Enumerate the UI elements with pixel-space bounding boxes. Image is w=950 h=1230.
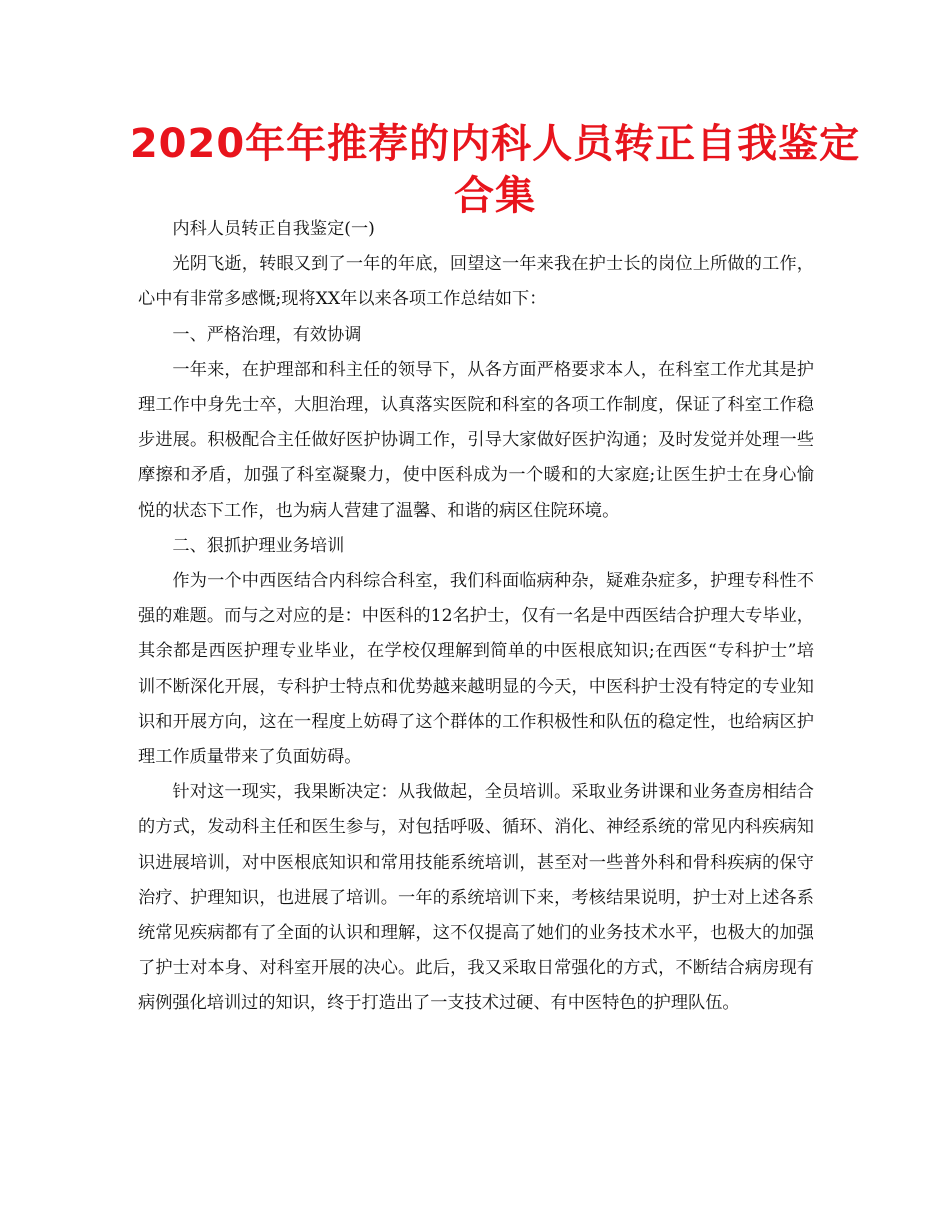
body-paragraph: 一年来，在护理部和科主任的领导下，从各方面严格要求本人，在科室工作尤其是护理工作中身先士卒，大胆治理，认真落实医院和科室的各项工作制度，保证了科室工作稳步进展。积极配合主任做好医护协调工作，引导大家做好医护沟通；及时发觉并处理一些摩擦和矛盾，加强了科室凝聚力，使中医科成为一个暖和的大家庭;让医生护士在身心愉悦的状态下工作，也为病人营建了温馨、和谐的病区住院环境。 (138, 359, 814, 521)
body-paragraph: 光阴飞逝，转眼又到了一年的年底，回望这一年来我在护士长的岗位上所做的工作，心中有非常多感慨;现将XX年以来各项工作总结如下： (138, 254, 814, 310)
section-heading: 内科人员转正自我鉴定(一) (172, 219, 375, 239)
body-paragraph: 作为一个中西医结合内科综合科室，我们科面临病种杂，疑难杂症多，护理专科性不强的难题。而与之对应的是：中医科的12名护士，仅有一名是中西医结合护理大专毕业，其余都是西医护理专业毕业，在学校仅理解到简单的中医根底知识;在西医“专科护士”培训不断深化开展，专科护士特点和优势越来越明显的今天，中医科护士没有特定的专业知识和开展方向，这在一程度上妨碍了这个群体的工作积极性和队伍的稳定性，也给病区护理工作质量带来了负面妨碍。 (138, 571, 814, 768)
document-body (138, 212, 814, 1022)
document-title: 2020年年推荐的内科人员转正自我鉴定合集 (129, 121, 861, 219)
section-heading: 一、严格治理，有效协调 (172, 324, 362, 345)
body-paragraph: 针对这一现实，我果断决定：从我做起，全员培训。采取业务讲课和业务查房相结合的方式，发动科主任和医生参与，对包括呼吸、循环、消化、神经系统的常见内科疾病知识进展培训，对中医根底知识和常用技能系统培训，甚至对一些普外科和骨科疾病的保守治疗、护理知识，也进展了培训。一年的系统培训下来，考核结果说明，护士对上述各系统常见疾病都有了全面的认识和理解，这不仅提高了她们的业务技术水平，也极大的加强了护士对本身、对科室开展的决心。此后，我又采取日常强化的方式，不断结合病房现有病例强化培训过的知识，终于打造出了一支技术过硬、有中医特色的护理队伍。 (138, 782, 814, 1014)
section-heading: 二、狠抓护理业务培训 (172, 535, 345, 556)
